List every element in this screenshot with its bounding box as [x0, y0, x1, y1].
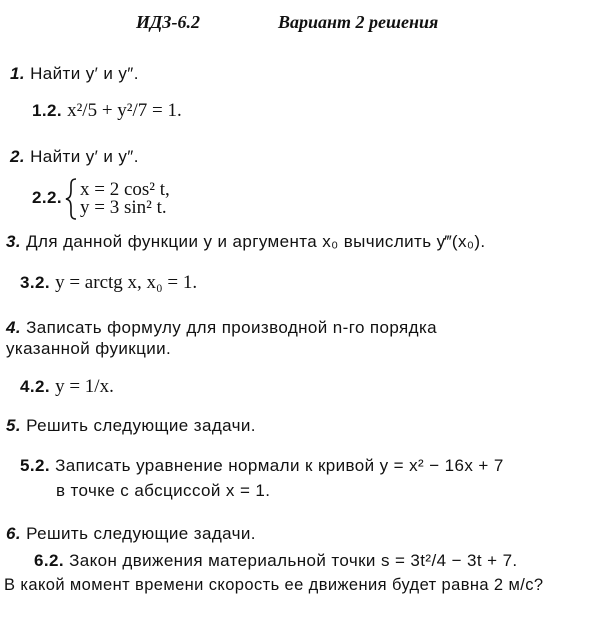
- task-1-2: [32, 100, 182, 122]
- left-brace-icon: [64, 178, 78, 220]
- task-3-heading: [6, 232, 486, 252]
- task-number: 1.: [10, 64, 25, 83]
- task-text: Решить следующие задачи.: [26, 524, 256, 543]
- doc-title: ИДЗ-6.2: [136, 12, 200, 32]
- subtask-number: 5.2.: [20, 456, 50, 475]
- task-4-2: [20, 376, 114, 398]
- task-5-2-line-2: в точке с абсциссой x = 1.: [56, 481, 271, 500]
- subtask-number: 3.2.: [20, 273, 50, 292]
- task-6-2: [34, 551, 518, 571]
- task-6-2-line-2: В какой момент времени скорость ее движения будет равна 2 м/с?: [4, 576, 544, 594]
- subtask-number: 4.2.: [20, 377, 50, 396]
- task-text: Записать формулу для производной n-го порядка: [26, 318, 438, 337]
- variant-title: Вариант 2 решения: [278, 12, 439, 32]
- subtask-text: Закон движения материальной точки s = 3t²/4 − 3t + 7.: [69, 551, 518, 570]
- task-number: 2.: [10, 147, 25, 166]
- task-text: Для данной функции y и аргумента x₀ вычислить y‴(x₀).: [26, 232, 486, 251]
- task-1-heading: [10, 64, 139, 84]
- task-2-2-number: [32, 188, 62, 208]
- formula: x²/5 + y²/7 = 1.: [67, 100, 182, 121]
- task-text: Найти y′ и y″.: [30, 64, 139, 83]
- task-number: 4.: [6, 318, 21, 337]
- task-text: Решить следующие задачи.: [26, 416, 256, 435]
- task-2-heading: [10, 147, 139, 167]
- task-number: 3.: [6, 232, 21, 251]
- subtask-number: 6.2.: [34, 551, 64, 570]
- system-line-2: y = 3 sin² t.: [80, 197, 167, 218]
- system-line-1: x = 2 cos² t,: [80, 179, 170, 200]
- task-5-heading: [6, 416, 256, 436]
- task-number: 6.: [6, 524, 21, 543]
- task-6-heading: [6, 524, 256, 544]
- task-3-2: [20, 272, 197, 294]
- task-4-heading: [6, 318, 437, 338]
- formula: y = arctg x, x₀ = 1.: [55, 272, 198, 293]
- subtask-number: 2.2.: [32, 188, 62, 207]
- task-number: 5.: [6, 416, 21, 435]
- subtask-text: Записать уравнение нормали к кривой y = x² − 16x + 7: [55, 456, 504, 475]
- task-text: Найти y′ и y″.: [30, 147, 139, 166]
- task-4-heading-line-2: указанной фуикции.: [6, 339, 172, 358]
- task-5-2: [20, 456, 504, 476]
- subtask-number: 1.2.: [32, 101, 62, 120]
- formula: y = 1/x.: [55, 376, 114, 397]
